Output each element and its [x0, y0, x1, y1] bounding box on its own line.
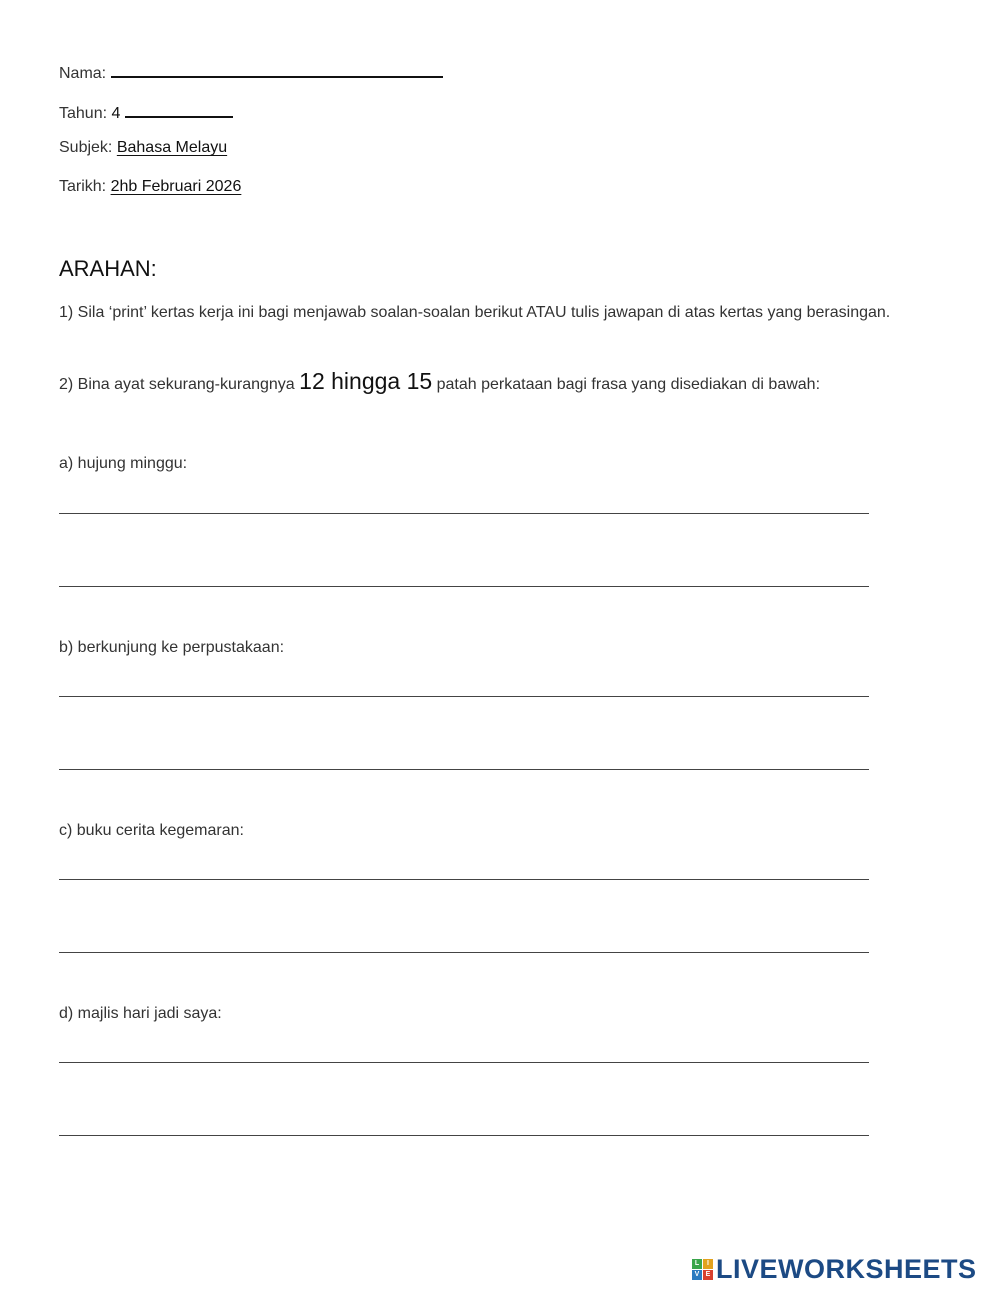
logo-letter-v: V [692, 1270, 702, 1280]
tarikh-label: Tarikh: [59, 178, 107, 195]
question-a-label: a) hujung minggu: [59, 455, 188, 472]
subjek-field [59, 139, 227, 157]
logo-letter-l: L [692, 1259, 702, 1269]
nama-blank[interactable] [111, 60, 443, 78]
logo-letter-i: I [703, 1259, 713, 1269]
answer-line-b2[interactable] [59, 769, 869, 770]
tahun-blank[interactable] [125, 100, 233, 118]
tahun-label: Tahun: [59, 105, 108, 122]
answer-line-d1[interactable] [59, 1062, 869, 1063]
subjek-label: Subjek: [59, 139, 113, 156]
answer-line-d2[interactable] [59, 1135, 869, 1136]
answer-line-a1[interactable] [59, 513, 869, 514]
question-b-label: b) berkunjung ke perpustakaan: [59, 639, 285, 656]
tarikh-value: 2hb Februari 2026 [110, 178, 242, 195]
answer-line-c1[interactable] [59, 879, 869, 880]
answer-line-c2[interactable] [59, 952, 869, 953]
subjek-value: Bahasa Melayu [116, 139, 228, 156]
logo-mark-icon [692, 1259, 713, 1280]
question-d-label: d) majlis hari jadi saya: [59, 1005, 222, 1022]
tahun-value: 4 [111, 105, 121, 122]
answer-line-b1[interactable] [59, 696, 869, 697]
logo-letter-e: E [703, 1270, 713, 1280]
logo-text: LIVEWORKSHEETS [716, 1254, 977, 1284]
tahun-field [59, 100, 233, 123]
instruction-1: 1) Sila ‘print’ kertas kerja ini bagi menjawab soalan-soalan berikut ATAU tulis jawapan di atas kertas yang berasingan. [59, 304, 891, 321]
instruction-2-before: 2) Bina ayat sekurang-kurangnya [59, 376, 295, 393]
nama-field [59, 60, 443, 83]
instruction-2-highlight: 12 hingga 15 [299, 368, 433, 394]
nama-label: Nama: [59, 65, 107, 82]
tarikh-field [59, 178, 241, 196]
instruction-2-after: patah perkataan bagi frasa yang disediakan di bawah: [436, 376, 821, 393]
answer-line-a2[interactable] [59, 586, 869, 587]
liveworksheets-logo [692, 1254, 977, 1285]
instruction-2 [59, 368, 909, 398]
question-c-label: c) buku cerita kegemaran: [59, 822, 244, 839]
instructions-heading: ARAHAN: [59, 256, 157, 281]
